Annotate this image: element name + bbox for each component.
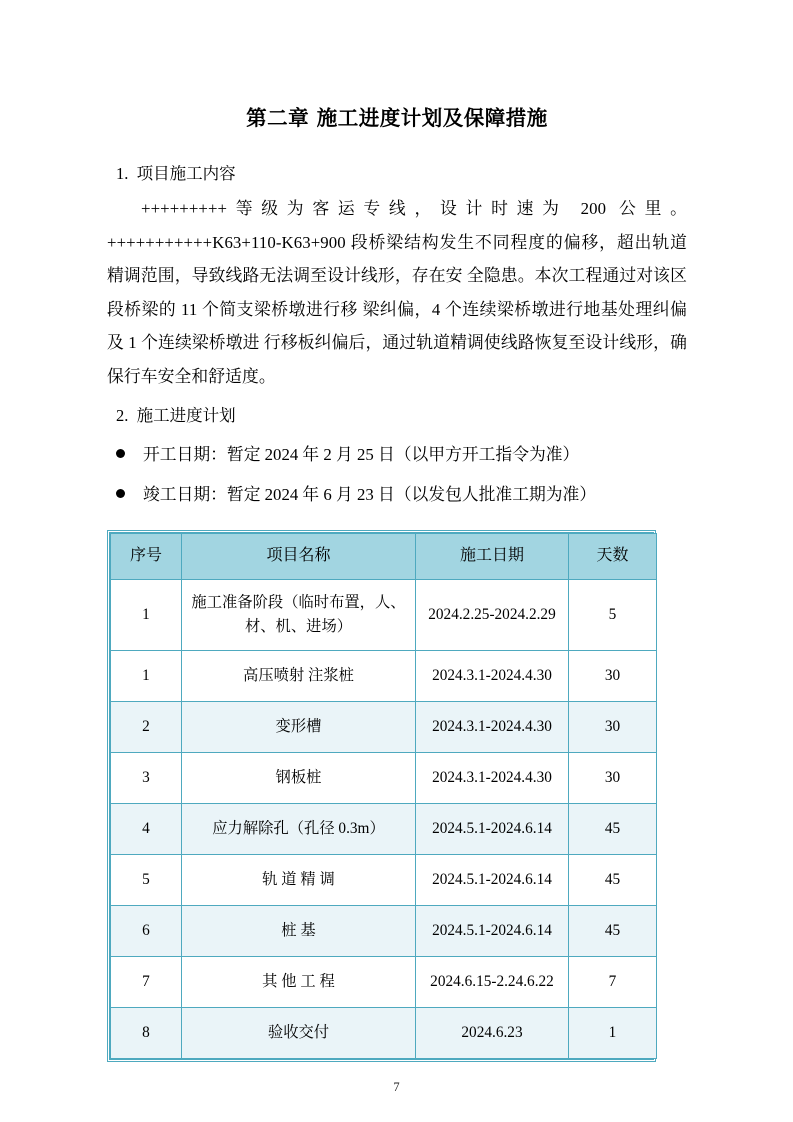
col-header-name: 项目名称 — [182, 533, 416, 579]
cell-name: 施工准备阶段（临时布置，人、材、机、进场） — [182, 579, 416, 650]
cell-days: 30 — [569, 701, 657, 752]
cell-date: 2024.6.15-2.24.6.22 — [416, 956, 569, 1007]
bullet-start-date-label: 开工日期：暂定 2024 年 2 月 25 日（以甲方开工指令为准） — [143, 445, 580, 465]
cell-name: 桩 基 — [182, 905, 416, 956]
cell-no: 1 — [111, 650, 182, 701]
schedule-table — [110, 533, 657, 1059]
cell-days: 30 — [569, 650, 657, 701]
cell-date: 2024.3.1-2024.4.30 — [416, 650, 569, 701]
page-number: 7 — [393, 1080, 400, 1094]
col-header-days: 天数 — [569, 533, 657, 579]
paragraph-body-text: K63+110-K63+900 段桥梁结构发生不同程度的偏移，超出轨道精调范围，导致线路无法调至设计线形，存在安 全隐患。本次工程通过对该区段桥梁的 11 个简支梁桥墩进行移 梁纠偏，4 个连续梁桥墩进行地基处理纠偏及 1 个连续梁桥墩进 行移板纠偏后，通过轨道精调使线路恢复至设计线形，确保行车安全和舒适度。 — [107, 232, 687, 386]
cell-days: 5 — [569, 579, 657, 650]
cell-date: 2024.3.1-2024.4.30 — [416, 752, 569, 803]
table-row — [111, 956, 657, 1007]
cell-name: 其 他 工 程 — [182, 956, 416, 1007]
cell-days: 45 — [569, 854, 657, 905]
table-row — [111, 803, 657, 854]
cell-date: 2024.5.1-2024.6.14 — [416, 854, 569, 905]
cell-date: 2024.5.1-2024.6.14 — [416, 905, 569, 956]
cell-no: 5 — [111, 854, 182, 905]
cell-days: 30 — [569, 752, 657, 803]
table-row — [111, 854, 657, 905]
bullet-dot-icon — [116, 449, 125, 458]
table-row — [111, 579, 657, 650]
cell-no: 2 — [111, 701, 182, 752]
bullet-dot-icon — [116, 489, 125, 498]
col-header-no: 序号 — [111, 533, 182, 579]
cell-days: 1 — [569, 1007, 657, 1058]
cell-no: 8 — [111, 1007, 182, 1058]
cell-no: 4 — [111, 803, 182, 854]
table-row — [111, 1007, 657, 1058]
table-row — [111, 905, 657, 956]
cell-name: 变形槽 — [182, 701, 416, 752]
table-row — [111, 650, 657, 701]
cell-name: 应力解除孔（孔径 0.3m） — [182, 803, 416, 854]
section-1-paragraph — [107, 186, 687, 393]
cell-name: 验收交付 — [182, 1007, 416, 1058]
cell-name: 高压喷射 注浆桩 — [182, 650, 416, 701]
bullet-end-date-label: 竣工日期：暂定 2024 年 6 月 23 日（以发包人批准工期为准） — [143, 485, 597, 505]
cell-no: 7 — [111, 956, 182, 1007]
page-title: 第二章 施工进度计划及保障措施 — [246, 106, 548, 130]
cell-no: 6 — [111, 905, 182, 956]
cell-days: 45 — [569, 803, 657, 854]
bullet-start-date — [107, 429, 687, 469]
cell-date: 2024.3.1-2024.4.30 — [416, 701, 569, 752]
section-1-heading: 1. 项目施工内容 — [116, 163, 236, 183]
cell-date: 2024.5.1-2024.6.14 — [416, 803, 569, 854]
cell-no: 3 — [111, 752, 182, 803]
col-header-date: 施工日期 — [416, 533, 569, 579]
cell-date: 2024.6.23 — [416, 1007, 569, 1058]
paragraph-lead-text: +++++++++等级为客运专线，设计时速为 200 公里。+++++++++++ — [107, 199, 687, 252]
table-row — [111, 752, 657, 803]
page-content — [107, 0, 687, 1062]
cell-no: 1 — [111, 579, 182, 650]
cell-days: 7 — [569, 956, 657, 1007]
bullet-end-date — [107, 469, 687, 509]
cell-name: 轨 道 精 调 — [182, 854, 416, 905]
cell-name: 钢板桩 — [182, 752, 416, 803]
cell-date: 2024.2.25-2024.2.29 — [416, 579, 569, 650]
schedule-table-wrapper — [107, 530, 656, 1062]
table-header-row — [111, 533, 657, 579]
table-row — [111, 701, 657, 752]
cell-days: 45 — [569, 905, 657, 956]
section-2-heading: 2. 施工进度计划 — [116, 406, 236, 426]
